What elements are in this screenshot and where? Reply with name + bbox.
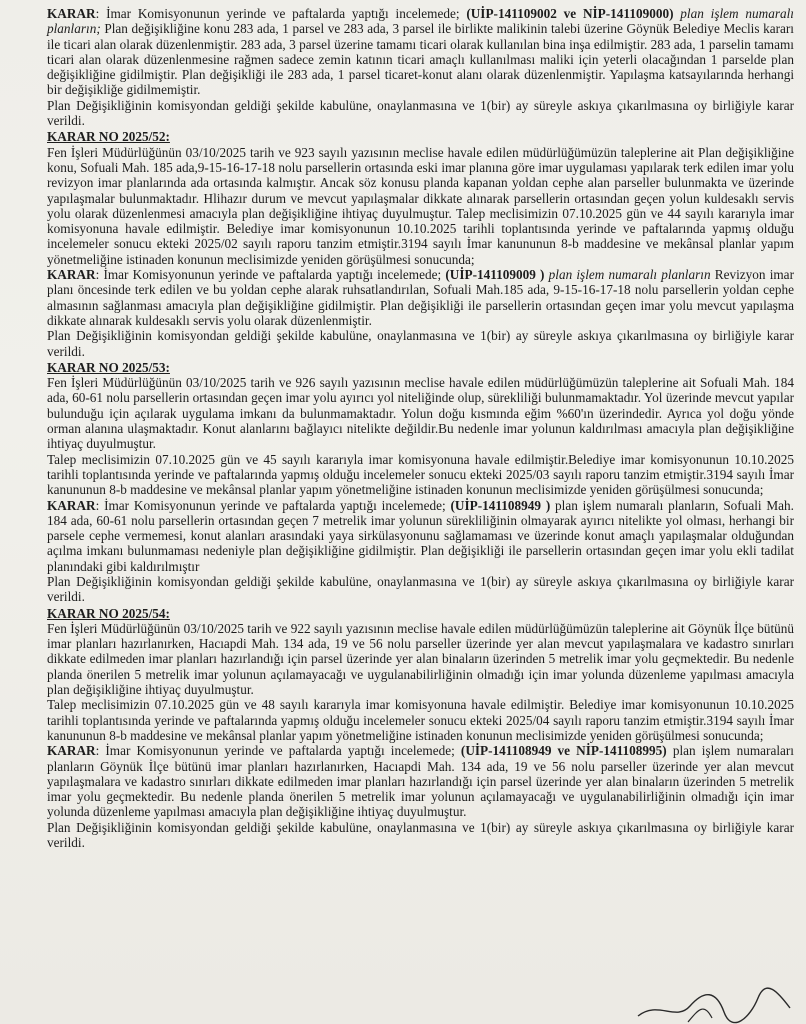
karar-text: : İmar Komisyonunun yerinde ve paftalarda yaptığı incelemede; xyxy=(95,743,461,759)
plan-code: (UİP-141109009 ) xyxy=(445,267,545,283)
karar-label: KARAR xyxy=(47,267,96,283)
decision-52-closing: Plan Değişikliğinin komisyondan geldiği şekilde kabulüne, onaylanmasına ve 1(bir) ay süreyle askıya çıkarılmasına oy birliğiyle karar verildi. xyxy=(47,328,794,359)
plan-code-suffix: plan işlem numaralı planların, xyxy=(550,497,719,513)
decision-heading-52: KARAR NO 2025/52: xyxy=(47,129,170,145)
decision-52-karar xyxy=(47,267,794,328)
karar-label: KARAR xyxy=(47,6,96,21)
decision-53-referral: Talep meclisimizin 07.10.2025 gün ve 45 sayılı kararıyla imar komisyonuna havale edilmiştir.Belediye imar komisyonunun 10.10.2025 tarihli toplantısında yerinde ve paftalarında yapmış olduğu incelemeler sonucu ekteki 2025/03 sayılı raporu tanzim etmiştir.3194 sayılı İmar kanununun 8-b maddesine ve mekânsal planlar yapım yönetmeliğine istinaden konunun meclisimizde yeniden görüşülmesi sonucunda; xyxy=(47,451,794,498)
signature-scribble xyxy=(628,972,798,1024)
plan-code-suffix: plan işlem xyxy=(666,743,731,759)
decision-54-referral: Talep meclisimizin 07.10.2025 gün ve 48 sayılı kararıyla imar komisyonuna havale edilmiştir. Belediye imar komisyonunun 10.10.2025 tarihli toplantısında yerinde ve paftalarında yapmış olduğu incelemeler sonucu ekteki 2025/04 sayılı raporu tanzim etmiştir.3194 sayılı İmar kanununun 8-b maddesine ve mekânsal planlar yapım yönetmeliğine istinaden konunun meclisimizde yeniden görüşülmesi sonucunda; xyxy=(47,697,794,743)
decision-53-request: Fen İşleri Müdürlüğünün 03/10/2025 tarih ve 926 sayılı yazısının meclise havale edilen müdürlüğümüzün taleplerine ait Sofuali Mah. 184 ada, 60-61 nolu parsellerin ortasından geçen imar yolu ayırıcı yol niteliğinde olup, süreklil​iği bulunmamaktadır. Yol üzerinde mevcut yapılar bulunduğu için açılarak uygulama imkanı da bulunmamaktadır. Yolun doğu kısmında eğim %60'ın üzerindedir. Ayrıca yol doğu yönde orman alanına ulaşmaktadır. Konut alanlarını bağlayıcı nitelikte değildir.Bu nedenle imar yolunun kaldırılması amacıyla plan değişikliğine ihtiyaç duyulmuştur. xyxy=(47,375,794,452)
intro-karar-paragraph xyxy=(47,6,794,98)
plan-code: (UİP-141108949 ve NİP-141108995) xyxy=(460,743,667,759)
decision-54-closing: Plan Değişikliğinin komisyondan geldiği şekilde kabulüne, onaylanmasına ve 1(bir) ay süreyle askıya çıkarılmasına oy birliğiyle karar verildi. xyxy=(47,819,794,851)
karar-label: KARAR xyxy=(47,497,96,513)
intro-closing: Plan Değişikliğinin komisyondan geldiği şekilde kabulüne, onaylanmasına ve 1(bir) ay süreyle askıya çıkarılmasına oy birliğiyle karar verildi. xyxy=(47,97,794,129)
karar-text: : İmar Komisyonunun yerinde ve paftalarda yaptığı incelemede; xyxy=(95,267,446,283)
plan-code-suffix: plan işlem numaralı planların; xyxy=(47,6,794,37)
karar-text: : İmar Komisyonunun yerinde ve paftalarda yaptığı incelemede; xyxy=(95,6,467,21)
decision-heading-54: KARAR NO 2025/54: xyxy=(47,605,170,621)
plan-code-suffix: plan işlem numaralı planların xyxy=(544,267,711,283)
karar-body: Plan değişikliğine konu 283 ada, 1 parsel ve 283 ada, 3 parsel ile birlikte malikinin talebi üzerine Göynük Belediye Meclis kararı ile ticari alan olarak düzenlenmiştir. 283 ada, 3 parsel üzerine tamamı ticari olarak kullanılan bina inşa edilmiştir. 283 ada, 1 parselin tamamı ticari alan olarak düzenlenmesine rağmen sadece zemin katının ticari amaçlı kullanılması maliki için yeterli olacağından 1 parselde plan değişikliğine gidilmiştir. Plan değişikliği ile 283 ada, 1 parsel ticaret-konut alanı olarak düzenlenmiştir. Yapılaşma katsayılarında herhangi bir değişikliğe gidilmemiştir. xyxy=(47,21,794,98)
document-body xyxy=(47,6,794,850)
decision-54-karar xyxy=(47,743,794,819)
karar-label: KARAR xyxy=(47,743,96,759)
plan-code: (UİP-141109002 ve NİP-141109000) xyxy=(466,6,674,21)
karar-body: numaraları planların Göynük İlçe bütünü imar planları hazırlanırken, Hacıapdi Mah. 134 ada, 19 ve 56 nolu parseller üzerinde yer alan mevcut yapılaşmalara ve kadastro sınırları dikkate edilmeden imar planları hazırlandığı için parsel üzerinde yer alan binaların üzerinden 5 metrelik imar yolu geçmektedir. Bu nedenle planda önerilen 5 metrelik imar yolunun açılamayacağı ve uygulanabilirliğinin olmadığı için imar yolunda düzenleme yapılması amacıyla plan değişikliğine ihtiyaç duyulmuştur. xyxy=(47,743,794,820)
decision-52-request: Fen İşleri Müdürlüğünün 03/10/2025 tarih ve 923 sayılı yazısının meclise havale edilen müdürlüğümüzün taleplerine ait Plan değişikliğine konu, Sofuali Mah. 185 ada,9-15-16-17-18 nolu parsellerin ortasında eski imar planına göre imar uygulaması yapılarak terk edilen imar yolu revizyon imar planlarında ada ortasında kalmıştır. Ancak söz konusu planda kapanan yoldan cephe alan parseller bulunmakta ve üzerinde yapılaşmalar bulunmaktadır. Hlihazır durum ve mevcut yapılaşmalar dikkate alınarak parsellerin ortasından geçen yolun kuldesaklı servis yolu olarak düzenlenmesi amacıyla plan değişikliğine ihtiyaç duyulmuştur. Talep meclisimizin 07.10.2025 gün ve 44 sayılı kararıyla imar komisyonuna havale edilmiştir. Belediye imar komisyonunun 10.10.2025 tarihli toplantısında yerinde ve paftalarında yapmış olduğu incelemeler sonucu ekteki 2025/02 sayılı raporu tanzim etmiştir.3194 sayılı İmar kanununun 8-b maddesine ve mekânsal planlar yapım yönetmeliğine istinaden konunun meclisimizde yeniden görüşülmesi sonucunda; xyxy=(47,144,794,267)
plan-code: (UİP-141108949 ) xyxy=(450,497,551,513)
decision-53-closing: Plan Değişikliğinin komisyondan geldiği şekilde kabulüne, onaylanmasına ve 1(bir) ay süreyle askıya çıkarılmasına oy birliğiyle karar verildi. xyxy=(47,573,794,605)
decision-heading-53: KARAR NO 2025/53: xyxy=(47,359,170,375)
karar-body: Sofuali Mah. 184 ada, 60-61 nolu parsellerin ortasından geçen 7 metrelik imar yolunun sürekliliğinin olmayarak ayırıcı nitelikte yol olması, herhangi bir parsele cephe vermemesi, konut alanları arasındaki yaya sirkülasyonunu sağlamaması ve üzerinde konut amaçlı yapılaşmalar olduğundan açılma imkanı bulunmaması nedeniyle plan değişikliğine gidilmiştir. Plan değişikliği ile parsellerin ortasından geçen imar yolu ekli tadilat planındaki gibi kaldırılmıştır xyxy=(47,497,794,574)
decision-53-karar xyxy=(47,498,794,574)
karar-text: : İmar Komisyonunun yerinde ve paftalarda yaptığı incelemede; xyxy=(95,497,451,513)
decision-54-request: Fen İşleri Müdürlüğünün 03/10/2025 tarih ve 922 sayılı yazısının meclise havale edilen müdürlüğümüzün taleplerine ait Göynük İlçe bütünü imar planları hazırlanırken, Hacıapdi Mah. 134 ada, 19 ve 56 nolu parseller üzerinde yer alan mevcut yapılaşmalara ve kadastro sınırları dikkate edilmeden imar planları hazırlandığı için parsel üzerinde yer alan binaların üzerinden 5 metrelik imar yolu geçmektedir. Bu nedenle planda önerilen 5 metrelik imar yolunun açılamayacağı ve uygulanabilirliğinin olmadığı için imar yolunda düzenleme yapılması amacıyla plan değişikliğine ihtiyaç duyulmuştur. xyxy=(47,620,794,698)
karar-body: Revizyon imar planı öncesinde terk edilen ve bu yoldan cephe alarak ruhsatlandırılan, Sofuali Mah.185 ada, 9-15-16-17-18 nolu parsellerin yoldan cephe almasının sağlanması amacıyla plan değişikliğine gidilmiştir. Plan değişikliği ile parsellerin ortasından geçen imar yolu mevcut yapılaşma dikkate alınarak kuldesaklı servis yolu olarak düzenlenmiştir. xyxy=(47,267,794,328)
